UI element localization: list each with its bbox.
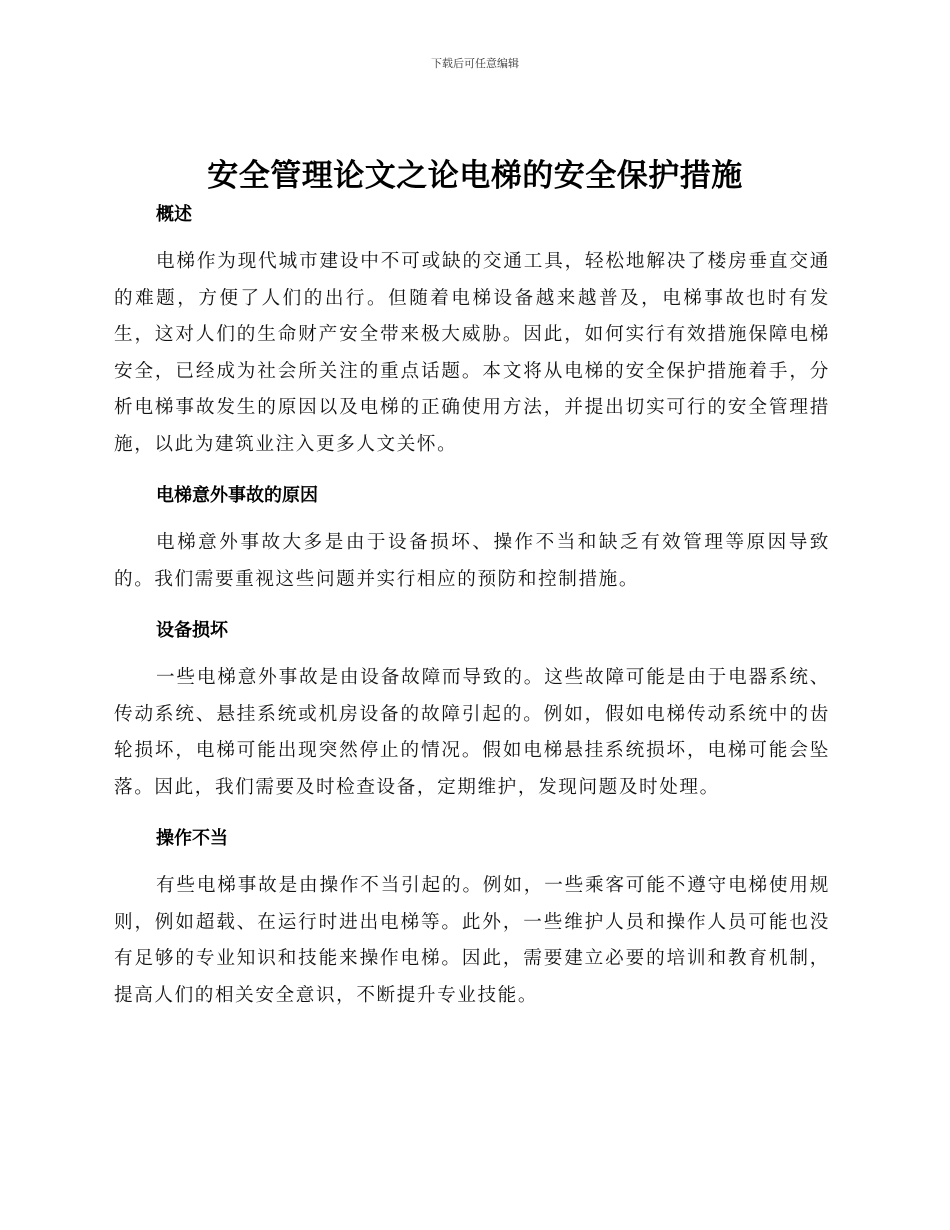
section-heading: 电梯意外事故的原因 xyxy=(156,485,318,506)
section-paragraph: 一些电梯意外事故是由设备故障而导致的。这些故障可能是由于电器系统、传动系统、悬挂系统或机房设备的故障引起的。例如，假如电梯传动系统中的齿轮损坏，电梯可能出现突然停止的情况。假如电梯悬挂系统损坏，电梯可能会坠落。因此，我们需要及时检查设备，定期维护，发现问题及时处理。 xyxy=(114,667,830,798)
section-paragraph: 电梯作为现代城市建设中不可或缺的交通工具，轻松地解决了楼房垂直交通的难题，方便了人们的出行。但随着电梯设备越来越普及，电梯事故也时有发生，这对人们的生命财产安全带来极大威胁。因此，如何实行有效措施保障电梯安全，已经成为社会所关注的重点话题。本文将从电梯的安全保护措施着手，分析电梯事故发生的原因以及电梯的正确使用方法，并提出切实可行的安全管理措施，以此为建筑业注入更多人文关怀。 xyxy=(114,251,830,455)
section-heading: 概述 xyxy=(156,204,192,225)
header-note: 下载后可任意编辑 xyxy=(431,57,519,70)
section-paragraph: 电梯意外事故大多是由于设备损坏、操作不当和缺乏有效管理等原因导致的。我们需要重视这些问题并实行相应的预防和控制措施。 xyxy=(114,532,830,590)
document-title: 安全管理论文之论电梯的安全保护措施 xyxy=(207,158,743,194)
section-accident-causes xyxy=(114,479,830,614)
section-paragraph: 有些电梯事故是由操作不当引起的。例如，一些乘客可能不遵守电梯使用规则，例如超载、在运行时进出电梯等。此外，一些维护人员和操作人员可能也没有足够的专业知识和技能来操作电梯。因此，需要建立必要的培训和教育机制，提高人们的相关安全意识，不断提升专业技能。 xyxy=(114,875,830,1006)
section-heading: 操作不当 xyxy=(156,828,228,849)
section-equipment-damage xyxy=(114,614,830,822)
section-heading: 设备损坏 xyxy=(156,620,228,641)
section-improper-operation xyxy=(114,822,830,1014)
section-overview xyxy=(114,198,830,479)
document-body xyxy=(114,198,830,1014)
